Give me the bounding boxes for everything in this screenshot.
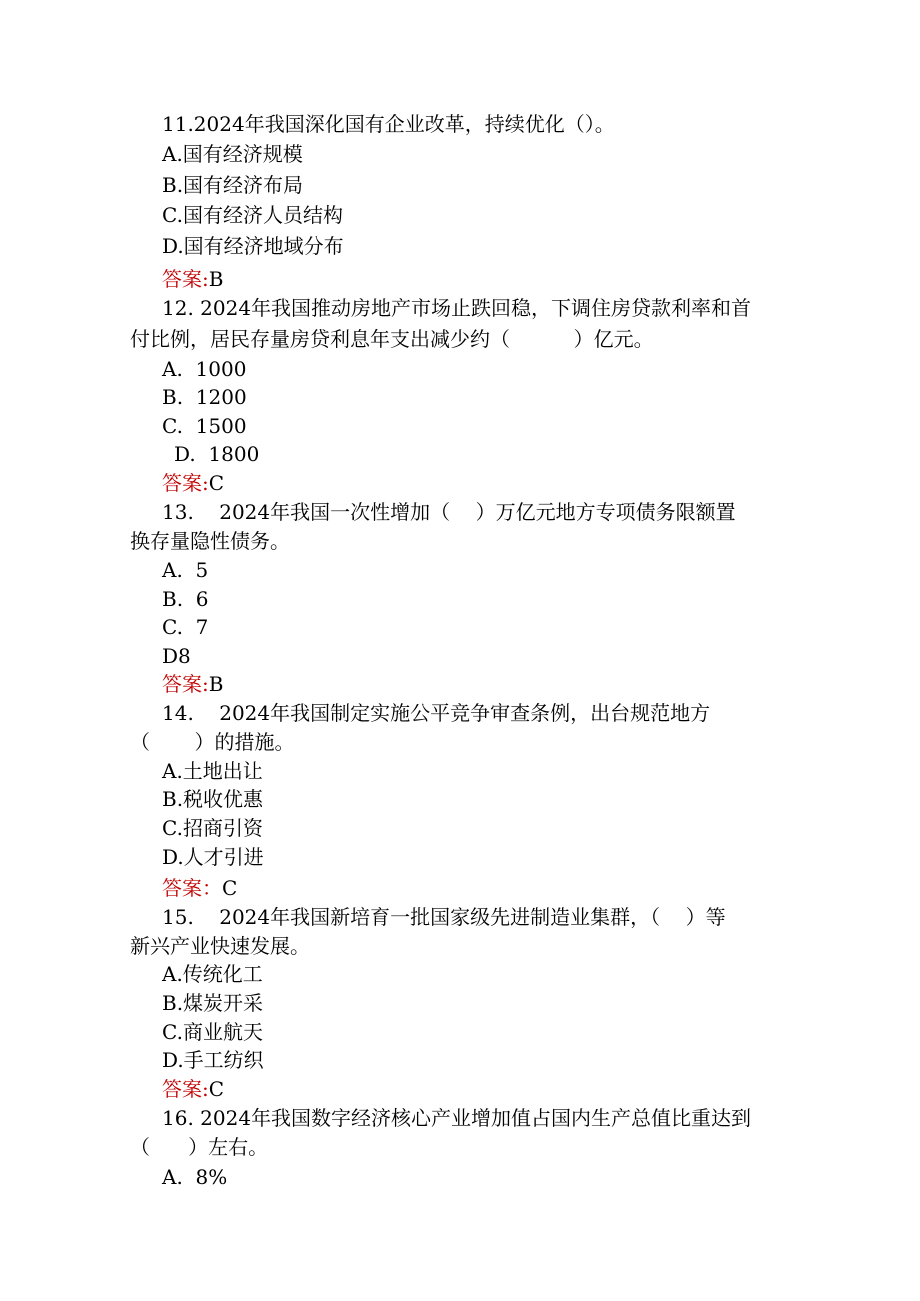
question-15-option-c: C.商业航天	[162, 1020, 263, 1044]
question-11-option-a: A.国有经济规模	[162, 142, 303, 166]
question-15-text-line1: 15. 2024年我国新培育一批国家级先进制造业集群，（ ）等	[162, 905, 726, 929]
question-12-option-b: B. 1200	[162, 385, 247, 409]
answer-value: C	[222, 876, 238, 900]
question-15-text-line2: 新兴产业快速发展。	[130, 934, 310, 958]
question-14-option-c: C.招商引资	[162, 816, 263, 840]
question-15-option-d: D.手工纺织	[162, 1048, 264, 1072]
question-13-text-line2: 换存量隐性债务。	[130, 529, 290, 553]
question-16-text-line2: （ ）左右。	[130, 1135, 269, 1159]
answer-label: 答案:	[162, 267, 209, 291]
answer-value: B	[208, 267, 224, 291]
question-14-option-a: A.土地出让	[162, 759, 263, 783]
question-14-option-d: D.人才引进	[162, 845, 264, 869]
question-11-answer	[162, 267, 223, 291]
question-14-option-b: B.税收优惠	[162, 787, 264, 811]
answer-label: 答案:	[162, 471, 209, 495]
question-12-option-c: C. 1500	[162, 414, 247, 438]
question-13-option-b: B. 6	[162, 587, 209, 611]
answer-value: C	[208, 1077, 225, 1101]
question-12-text-line1: 12. 2024年我国推动房地产市场止跌回稳，下调住房贷款利率和首	[162, 296, 752, 320]
question-11-option-b: B.国有经济布局	[162, 173, 304, 197]
question-11-option-c: C.国有经济人员结构	[162, 203, 343, 227]
question-13-answer	[162, 672, 223, 696]
question-12-text-line2: 付比例，居民存量房贷利息年支出减少约（ ）亿元。	[130, 327, 654, 351]
question-14-text-line1: 14. 2024年我国制定实施公平竞争审查条例，出台规范地方	[162, 701, 711, 725]
answer-value: B	[208, 672, 224, 696]
question-12-option-d: D. 1800	[174, 442, 260, 466]
answer-value: C	[208, 471, 225, 495]
question-16-text-line1: 16. 2024年我国数字经济核心产业增加值占国内生产总值比重达到	[162, 1106, 752, 1130]
question-11-option-d: D.国有经济地域分布	[162, 234, 344, 258]
question-13-text-line1: 13. 2024年我国一次性增加（ ）万亿元地方专项债务限额置	[162, 500, 736, 524]
question-15-option-a: A.传统化工	[162, 962, 263, 986]
question-12-answer	[162, 471, 224, 495]
question-15-answer	[162, 1077, 224, 1101]
answer-label: 答案:	[162, 1077, 209, 1101]
question-13-option-d: D8	[162, 644, 191, 668]
answer-label: 答案:	[162, 672, 209, 696]
question-14-answer	[162, 876, 237, 900]
answer-label: 答案：	[162, 876, 222, 900]
question-13-option-c: C. 7	[162, 615, 209, 639]
question-15-option-b: B.煤炭开采	[162, 991, 264, 1015]
question-13-option-a: A. 5	[162, 558, 209, 582]
question-11-text: 11.2024年我国深化国有企业改革，持续优化（）。	[162, 112, 615, 136]
question-12-option-a: A. 1000	[162, 357, 247, 381]
question-16-option-a: A. 8%	[162, 1165, 228, 1189]
question-14-text-line2: （ ）的措施。	[130, 730, 295, 754]
